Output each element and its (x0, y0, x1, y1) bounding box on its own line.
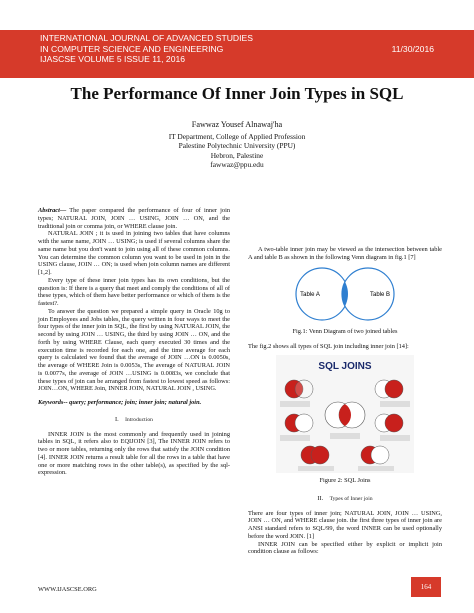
figure-2-intro: The fig.2 shows all types of SQL join including inner join [14]: (248, 343, 409, 351)
venn-circle (385, 414, 403, 432)
author-block (0, 120, 474, 170)
affiliation-line: Hebron, Palestine (210, 150, 264, 160)
code-snippet (280, 435, 310, 441)
code-snippet (358, 466, 394, 471)
journal-line: INTERNATIONAL JOURNAL OF ADVANCED STUDIES (40, 33, 253, 43)
left-column (38, 207, 230, 477)
venn-circle (295, 414, 313, 432)
journal-header-band (0, 30, 474, 78)
sql-joins-title: SQL JOINS (318, 361, 372, 372)
page-number: 164 (411, 577, 441, 597)
venn-circle (371, 446, 389, 464)
section-heading-types (248, 495, 442, 504)
right-column (248, 246, 442, 556)
introduction-paragraph: INNER JOIN is the most commonly and frequently used in joining tables in SQL, it refers also to EQIJOIN [3], The INNER JOIN refers to two or more tables, returning only the rows that satisfy the JOIN condition [4]. INNER JOIN returns a result table for all the rows in a table that have one or more matching rows in the other table(s), as specified by the sql-expression. (38, 430, 230, 477)
abstract-text: The paper compared the performance of four of inner join types; NATURAL JOIN, JOIN … USING, JOIN … ON, and the traditional join or comma join, or WHERE clause join. (38, 207, 230, 230)
author-name: Fawwaz Yousef Alnawaj'ha (191, 120, 283, 129)
types-paragraph: There are four types of inner join; NATURAL JOIN, JOIN … USING, JOIN … ON, and WHERE clause join. the first three types of inner join are ANSI standard refers to SQL/99, the word INNER can be used optionally before the word JOIN. [1] (248, 509, 442, 540)
abstract-label: Abstract— (38, 207, 67, 214)
section-title: Introduction (125, 416, 153, 423)
venn-circle (295, 380, 313, 398)
sql-joins-figure (276, 355, 414, 473)
paper-title: The Performance Of Inner Join Types in SQL (70, 84, 404, 103)
figure-1-caption: Fig.1: Venn Diagram of two joined tables (292, 327, 398, 335)
venn-circle (311, 446, 329, 464)
code-snippet (280, 401, 310, 407)
sql-joins-diagram (276, 355, 414, 473)
venn-diagram (270, 266, 420, 322)
code-snippet (298, 466, 334, 471)
author-email: fawwaz@ppu.edu (210, 160, 264, 170)
table-b-label: Table B (369, 291, 391, 298)
venn-circle (385, 380, 403, 398)
footer-url: WWW.IJASCSE.ORG (38, 586, 97, 593)
journal-line: IN COMPUTER SCIENCE AND ENGINEERING (40, 43, 224, 54)
keywords: Keywords-- query; performance; join; inner join; natural join. (38, 399, 202, 406)
section-number: II. (317, 494, 324, 502)
publication-date: 11/30/2016 (391, 44, 434, 54)
explicit-implicit-paragraph: INNER JOIN can be specified either by explicit or implicit join condition clause as follows: (248, 540, 442, 556)
journal-line: IJASCSE VOLUME 5 ISSUE 11, 2016 (40, 54, 186, 65)
venn-intro-paragraph: A two-table inner join may be viewed as the intersection between table A and table B as shown in the following Venn diagram in fig.1 [7] (248, 246, 442, 261)
section-heading-introduction (38, 416, 230, 425)
code-snippet (380, 401, 410, 407)
table-a-label: Table A (300, 291, 320, 298)
abstract-paragraph: Every type of these inner join types has its own conditions, but the question is: If there is a query that meet and comply the conditions of all of these types, which of them have better performance or which of them is the fastest?. (38, 276, 230, 307)
code-snippet (380, 435, 410, 441)
section-number: I. (115, 415, 119, 423)
journal-name (40, 33, 380, 65)
abstract-paragraph: NATURAL JOIN ; it is used in joining two tables that have columns with the same name, JOIN … USING; is used if several columns share the same name but you don't want to join using all of these common columns. You can determine the common column you want to be used in join in the USING clause, JOIN … ON; is used when join column names are different [1,2]. (38, 230, 230, 276)
affiliation-line: Palestine Polytechnic University (PPU) (178, 141, 296, 151)
figure-2-caption: Figure 2: SQL Joins (319, 477, 371, 484)
abstract (38, 207, 230, 230)
abstract-paragraph: To answer the question we prepared a simple query in Oracle 10g to join Employees and Jobs tables, the query written in four ways to meet the four types of the inner join in SQL, the first by using NATURAL JOIN, the second by using JOIN … USING, the third by using JOIN … ON, and the forth by using WHERE Clause, each query executed 30 times and the execution time is recorded for each one, and the time average for each query is calculated we found that the average of JOIN …ON is 0.0050s, the average of WHERE Join is 0.0053s, The average of NATURAL JOIN is 0.0077s, the average of JOIN …USING is 0.0083s, we conclude that these types of join can be arranged from fastest to lowest speed as follows: JOIN…ON, WHERE Join, INNER JOIN, NATURAL JOIN , USING. (38, 307, 230, 393)
section-title: Types of Inner join (329, 495, 373, 502)
code-snippet (330, 433, 360, 439)
affiliation-line: IT Department, College of Applied Profession (168, 131, 306, 141)
